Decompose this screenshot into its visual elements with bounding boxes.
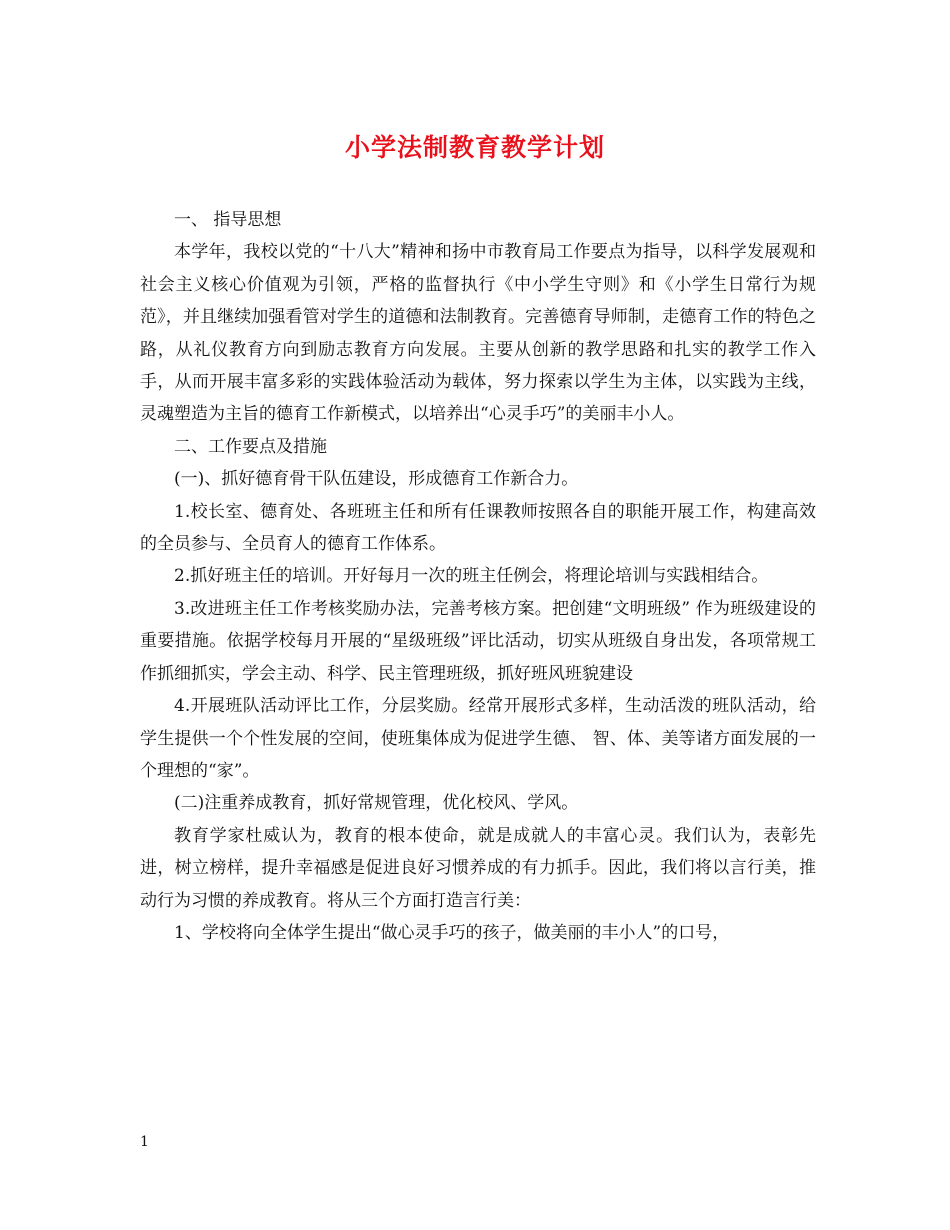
section-heading-guiding-ideology: 一、 指导思想	[174, 210, 282, 230]
list-item: 1、学校将向全体学生提出“做心灵手巧的孩子，做美丽的丰小人”的口号，	[174, 922, 730, 943]
document-title: 小学法制教育教学计划	[344, 133, 605, 162]
document-body	[140, 204, 816, 949]
list-item: 1.校长室、德育处、各班班主任和所有任课教师按照各自的职能开展工作，构建高效的全员参与、全员育人的德育工作体系。	[140, 501, 816, 555]
section-heading-work-points: 二、工作要点及措施	[174, 436, 327, 457]
list-item: 2.抓好班主任的培训。开好每月一次的班主任例会，将理论培训与实践相结合。	[174, 566, 769, 587]
paragraph: 教育学家杜威认为，教育的根本使命，就是成就人的丰富心灵。我们认为，表彰先进，树立榜样，提升幸福感是促进良好习惯养成的有力抓手。因此，我们将以言行美，推动行为习惯的养成教育。将从三个方面打造言行美：	[140, 825, 816, 911]
page-number: 1	[140, 1134, 149, 1150]
list-item: 4.开展班队活动评比工作，分层奖励。经常开展形式多样，生动活泼的班队活动，给学生提供一个个性发展的空间，使班集体成为促进学生德、 智、体、美等诸方面发展的一个理想的“家”。	[140, 696, 816, 781]
list-item: 3.改进班主任工作考核奖励办法，完善考核方案。把创建“文明班级” 作为班级建设的重要措施。依据学校每月开展的“星级班级”评比活动，切实从班级自身出发，各项常规工作抓细抓实，学会主动、科学、民主管理班级，抓好班风班貌建设	[140, 598, 816, 684]
subsection-heading-1: (一)、抓好德育骨干队伍建设，形成德育工作新合力。	[174, 469, 579, 490]
paragraph: 本学年，我校以党的“十八大”精神和扬中市教育局工作要点为指导，以科学发展观和社会主义核心价值观为引领，严格的监督执行《中小学生守则》和《小学生日常行为规范》，并且继续加强看管对学生的道德和法制教育。完善德育导师制，走德育工作的特色之路，从礼仪教育方向到励志教育方向发展。主要从创新的教学思路和扎实的教学工作入手，从而开展丰富多彩的实践体验活动为载体，努力探索以学生为主体，以实践为主线，灵魂塑造为主旨的德育工作新模式，以培养出“心灵手巧”的美丽丰小人。	[140, 242, 816, 425]
subsection-heading-2: (二)注重养成教育，抓好常规管理，优化校风、学风。	[174, 793, 579, 814]
